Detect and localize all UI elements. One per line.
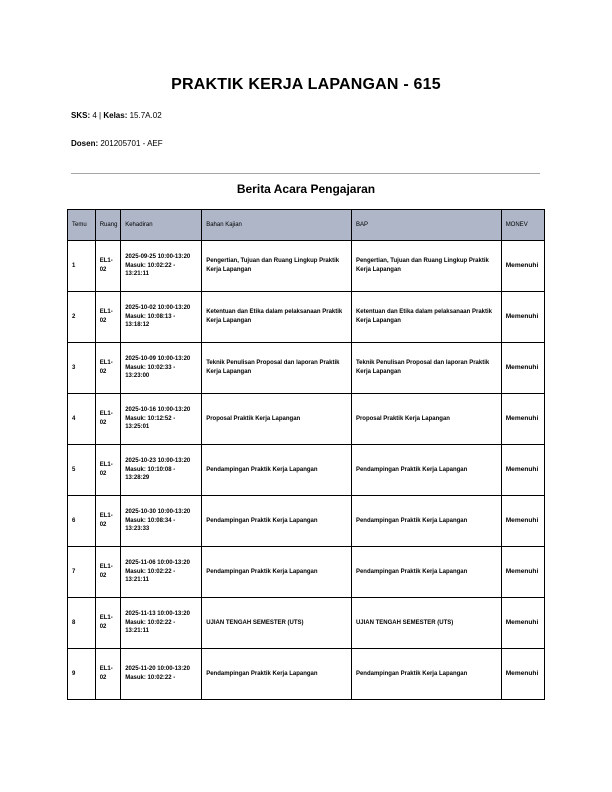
teaching-record-table — [67, 209, 545, 700]
cell-ruang: EL1-02 — [95, 343, 121, 394]
table-row — [68, 241, 545, 292]
cell-temu: 6 — [68, 496, 96, 547]
cell-kehadiran: 2025-10-23 10:00-13:20 Masuk: 10:10:08 - 13:28:29 — [121, 445, 202, 496]
header-ruang: Ruang — [95, 210, 121, 241]
cell-kehadiran: 2025-11-20 10:00-13:20 Masuk: 10:02:22 - — [121, 649, 202, 700]
cell-kehadiran: 2025-11-13 10:00-13:20 Masuk: 10:02:22 - 13:21:11 — [121, 598, 202, 649]
cell-monev: Memenuhi — [501, 241, 544, 292]
dosen-label: Dosen: — [71, 139, 99, 148]
info-separator: | — [99, 111, 102, 120]
cell-kehadiran: 2025-10-16 10:00-13:20 Masuk: 10:12:52 - 13:25:01 — [121, 394, 202, 445]
cell-ruang: EL1-02 — [95, 394, 121, 445]
header-kehadiran: Kehadiran — [121, 210, 202, 241]
cell-bahan-kajian: Pendampingan Praktik Kerja Lapangan — [202, 547, 352, 598]
cell-bap: Proposal Praktik Kerja Lapangan — [351, 394, 501, 445]
cell-monev: Memenuhi — [501, 598, 544, 649]
table-header-row — [68, 210, 545, 241]
table-row — [68, 292, 545, 343]
sks-label: SKS: — [71, 111, 91, 120]
cell-bahan-kajian: Pendampingan Praktik Kerja Lapangan — [202, 649, 352, 700]
cell-monev: Memenuhi — [501, 394, 544, 445]
cell-kehadiran: 2025-10-30 10:00-13:20 Masuk: 10:08:34 - 13:23:33 — [121, 496, 202, 547]
course-info-line — [71, 111, 162, 120]
cell-temu: 7 — [68, 547, 96, 598]
table-row — [68, 343, 545, 394]
cell-monev: Memenuhi — [501, 343, 544, 394]
cell-kehadiran: 2025-09-25 10:00-13:20 Masuk: 10:02:22 - 13:21:11 — [121, 241, 202, 292]
cell-bap: Pendampingan Praktik Kerja Lapangan — [351, 547, 501, 598]
cell-ruang: EL1-02 — [95, 547, 121, 598]
dosen-value: 201205701 - AEF — [100, 139, 163, 148]
cell-kehadiran: 2025-10-09 10:00-13:20 Masuk: 10:02:33 - 13:23:00 — [121, 343, 202, 394]
cell-ruang: EL1-02 — [95, 598, 121, 649]
cell-bahan-kajian: Teknik Penulisan Proposal dan laporan Praktik Kerja Lapangan — [202, 343, 352, 394]
table-row — [68, 394, 545, 445]
cell-bap: Pendampingan Praktik Kerja Lapangan — [351, 445, 501, 496]
header-temu: Temu — [68, 210, 96, 241]
table-row — [68, 547, 545, 598]
table-row — [68, 445, 545, 496]
cell-temu: 3 — [68, 343, 96, 394]
cell-bap: Pendampingan Praktik Kerja Lapangan — [351, 496, 501, 547]
cell-temu: 8 — [68, 598, 96, 649]
cell-ruang: EL1-02 — [95, 649, 121, 700]
cell-bahan-kajian: Pengertian, Tujuan dan Ruang Lingkup Praktik Kerja Lapangan — [202, 241, 352, 292]
header-monev: MONEV — [501, 210, 544, 241]
cell-bap: Pengertian, Tujuan dan Ruang Lingkup Praktik Kerja Lapangan — [351, 241, 501, 292]
cell-monev: Memenuhi — [501, 547, 544, 598]
cell-temu: 2 — [68, 292, 96, 343]
cell-temu: 5 — [68, 445, 96, 496]
cell-bahan-kajian: Pendampingan Praktik Kerja Lapangan — [202, 496, 352, 547]
cell-ruang: EL1-02 — [95, 445, 121, 496]
table-row — [68, 649, 545, 700]
lecturer-info-line — [71, 139, 163, 148]
kelas-label: Kelas: — [103, 111, 128, 120]
table-row — [68, 496, 545, 547]
cell-kehadiran: 2025-11-06 10:00-13:20 Masuk: 10:02:22 - 13:21:11 — [121, 547, 202, 598]
cell-monev: Memenuhi — [501, 649, 544, 700]
cell-bap: Ketentuan dan Etika dalam pelaksanaan Praktik Kerja Lapangan — [351, 292, 501, 343]
cell-temu: 9 — [68, 649, 96, 700]
cell-bap: UJIAN TENGAH SEMESTER (UTS) — [351, 598, 501, 649]
section-title: Berita Acara Pengajaran — [236, 182, 376, 196]
section-divider — [71, 173, 540, 174]
cell-bahan-kajian: UJIAN TENGAH SEMESTER (UTS) — [202, 598, 352, 649]
sks-value: 4 — [92, 111, 97, 120]
cell-bap: Pendampingan Praktik Kerja Lapangan — [351, 649, 501, 700]
cell-kehadiran: 2025-10-02 10:00-13:20 Masuk: 10:08:13 - 13:18:12 — [121, 292, 202, 343]
cell-ruang: EL1-02 — [95, 292, 121, 343]
cell-bahan-kajian: Ketentuan dan Etika dalam pelaksanaan Praktik Kerja Lapangan — [202, 292, 352, 343]
cell-monev: Memenuhi — [501, 496, 544, 547]
cell-monev: Memenuhi — [501, 445, 544, 496]
cell-bahan-kajian: Pendampingan Praktik Kerja Lapangan — [202, 445, 352, 496]
header-bahan-kajian: Bahan Kajian — [202, 210, 352, 241]
cell-bap: Teknik Penulisan Proposal dan laporan Praktik Kerja Lapangan — [351, 343, 501, 394]
table-row — [68, 598, 545, 649]
cell-temu: 4 — [68, 394, 96, 445]
cell-ruang: EL1-02 — [95, 496, 121, 547]
document-title: PRAKTIK KERJA LAPANGAN - 615 — [171, 76, 441, 93]
cell-ruang: EL1-02 — [95, 241, 121, 292]
cell-bahan-kajian: Proposal Praktik Kerja Lapangan — [202, 394, 352, 445]
cell-temu: 1 — [68, 241, 96, 292]
kelas-value: 15.7A.02 — [129, 111, 162, 120]
header-bap: BAP — [351, 210, 501, 241]
cell-monev: Memenuhi — [501, 292, 544, 343]
